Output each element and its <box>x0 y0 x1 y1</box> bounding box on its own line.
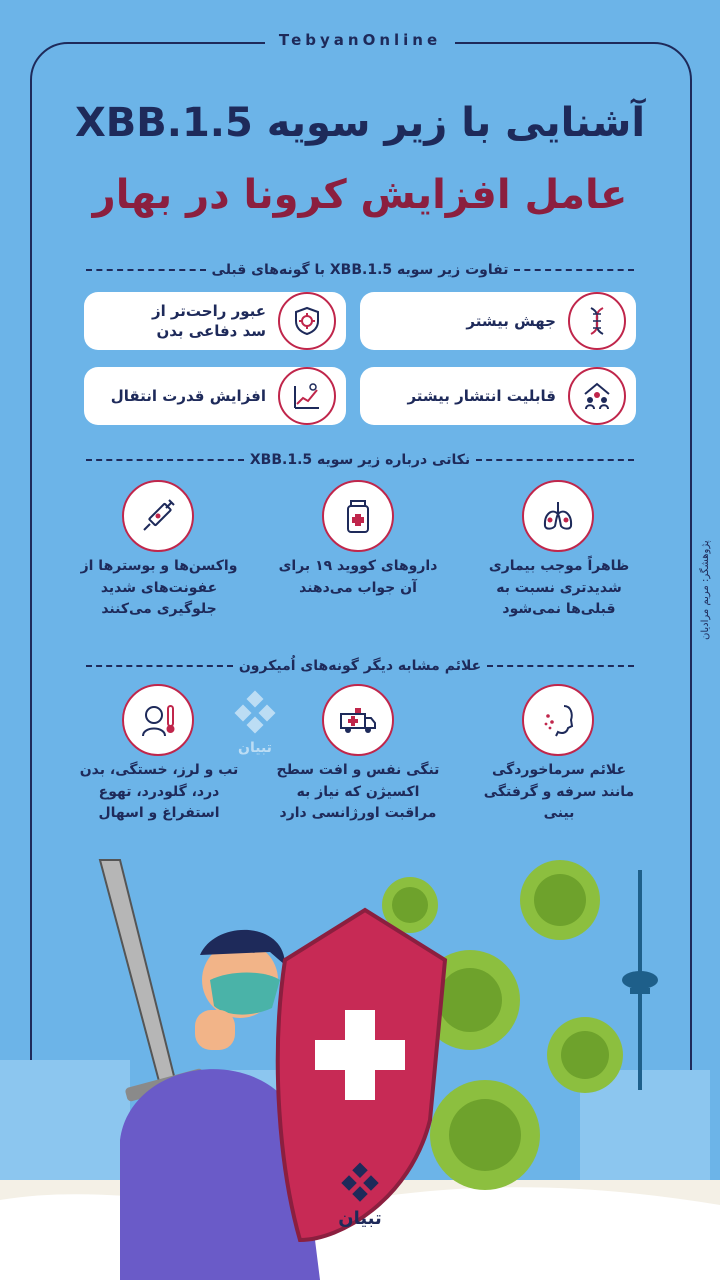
card-label: قابلیت انتشار بیشتر <box>407 386 556 405</box>
logo-text: تبیان <box>338 1208 382 1229</box>
title-line-2: عامل افزایش کرونا در بهار <box>92 172 628 218</box>
section-1-heading <box>86 260 634 280</box>
syringe-icon <box>122 480 194 552</box>
section-2-title: نکاتی درباره زیر سویه XBB.1.5 <box>249 452 471 468</box>
logo-icon <box>339 1162 381 1204</box>
virus-icon <box>547 1017 623 1093</box>
lungs-icon <box>522 480 594 552</box>
shield-virus-icon <box>278 292 336 350</box>
virus-icon <box>430 1080 540 1190</box>
card-label: عبور راحت‌تر از سد دفاعی بدن <box>151 301 266 340</box>
watermark <box>220 690 290 756</box>
note-cold-symptoms: علائم سرماخوردگی مانند سرفه و گرفتگی بینی <box>483 762 635 822</box>
note-medicines: داروهای کووید ۱۹ برای آن جواب می‌دهند <box>278 558 438 596</box>
rising-chart-icon <box>278 367 336 425</box>
note-fever: تب و لرز، خستگی، بدن درد، گلودرد، تهوع استفراغ و اسهال <box>79 762 239 822</box>
dna-icon <box>568 292 626 350</box>
card-immune-escape <box>84 292 346 350</box>
fever-thermometer-icon <box>122 684 194 756</box>
note-breathing: تنگی نفس و افت سطح اکسیژن که نیاز به مراقبت اورژانسی دارد <box>276 762 440 822</box>
section-3-heading <box>86 656 634 676</box>
card-label: افزایش قدرت انتقال <box>110 386 266 405</box>
credit-text: پژوهشگر: مریم مرادیان <box>700 540 711 640</box>
virus-icon <box>520 860 600 940</box>
people-spread-icon <box>568 367 626 425</box>
card-transmission <box>84 367 346 425</box>
card-label: جهش بیشتر <box>466 311 556 330</box>
milad-tower-icon <box>622 870 658 1090</box>
note-severity: ظاهراً موجب بیماری شدیدتری نسبت به قبلی‌ها نمی‌شود <box>488 558 630 618</box>
medicine-bottle-icon <box>322 480 394 552</box>
watermark-text: تبیان <box>238 740 272 756</box>
note-vaccines: واکسن‌ها و بوسترها از عفونت‌های شدید جلوگیری می‌کنند <box>80 558 238 618</box>
section-3-title: علائم مشابه دیگر گونه‌های اُمیکرون <box>238 658 482 674</box>
title-line-1: آشنایی با زیر سویه XBB.1.5 <box>74 100 646 146</box>
brand-name: TebyanOnline <box>265 31 455 49</box>
ambulance-icon <box>322 684 394 756</box>
section-1-title: تفاوت زیر سویه XBB.1.5 با گونه‌های قبلی <box>211 262 509 278</box>
bottom-logo <box>325 1162 395 1229</box>
sneeze-icon <box>522 684 594 756</box>
card-spread <box>360 367 636 425</box>
section-2-heading <box>86 450 634 470</box>
card-mutation <box>360 292 636 350</box>
brand-header <box>0 30 720 49</box>
